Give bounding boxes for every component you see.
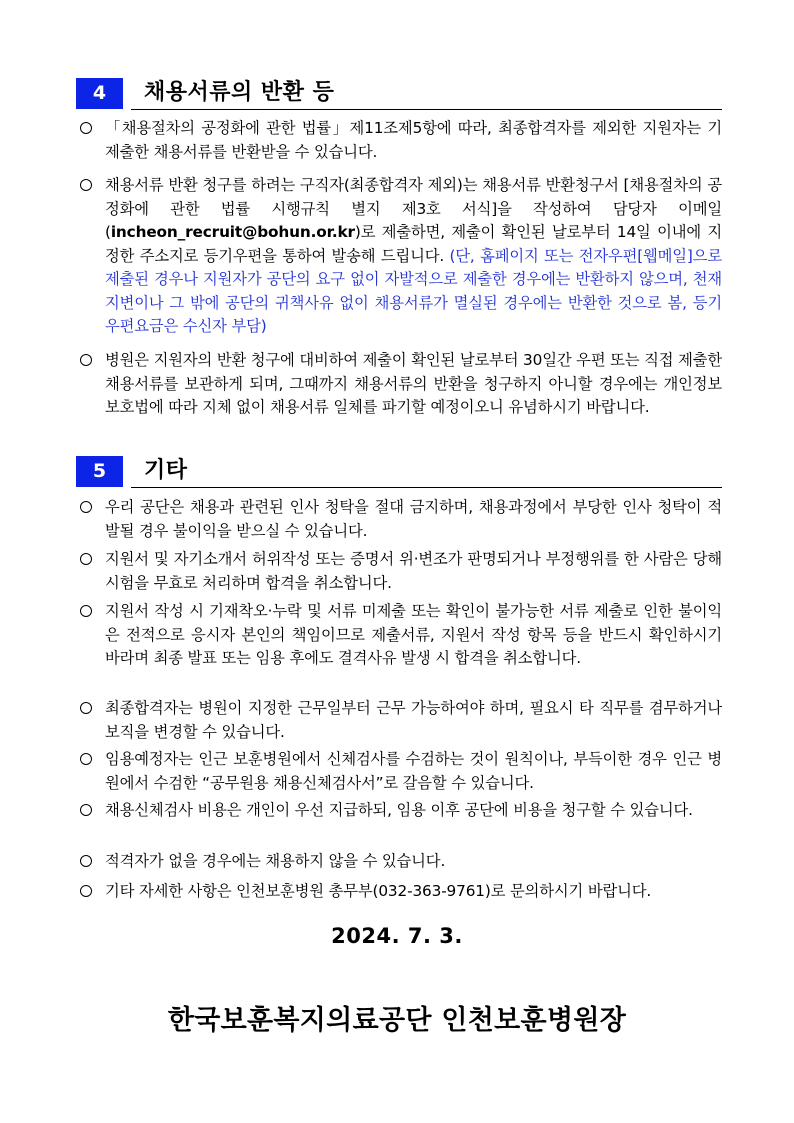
notice-date: 2024. 7. 3.: [331, 924, 463, 948]
circle-bullet-icon: [80, 122, 92, 134]
circle-bullet-icon: [80, 605, 92, 617]
item-text: 적격자가 없을 경우에는 채용하지 않을 수 있습니다.: [105, 852, 446, 870]
section-5-item: [80, 748, 722, 795]
section-5-item: [80, 548, 722, 595]
circle-bullet-icon: [80, 804, 92, 816]
section-4-header: [76, 78, 722, 112]
item-text: 임용예정자는 인근 보훈병원에서 신체검사를 수검하는 것이 원칙이나, 부득이한 경우 인근 병원에서 수검한 “공무원용 채용신체검사서”로 갈음할 수 있습니다.: [105, 750, 722, 792]
item-text: 병원은 지원자의 반환 청구에 대비하여 제출이 확인된 날로부터 30일간 우편 또는 직접 제출한 채용서류를 보관하게 되며, 그때까지 채용서류의 반환을 청구하지 아니할 경우에는 개인정보 보호법에 따라 지체 없이 채용서류 일체를 파기할 예정이오니 유념하시기 바랍니다.: [105, 351, 722, 416]
circle-bullet-icon: [80, 702, 92, 714]
section-5-item: [80, 697, 722, 744]
return-exception-note: (단, 홈페이지 또는 전자우편[웹메일]으로 제출된 경우나 지원자가 공단의 요구 없이 자발적으로 제출한 경우에는 반환하지 않으며, 천재지변이나 그 밖에 공단의 귀책사유 없이 채용서류가 멸실된 경우에는 반환한 것으로 봄, 등기우편요금은 수신자 부담): [105, 246, 722, 335]
circle-bullet-icon: [80, 179, 92, 191]
item-text: )로 제출하면, 제출이 확인된 날로부터 14일 이내에 지정한 주소지로 등기우편을 통하여 발송해 드립니다.: [105, 223, 722, 265]
item-text: 우리 공단은 채용과 관련된 인사 청탁을 절대 금지하며, 채용과정에서 부당한 인사 청탁이 적발될 경우 불이익을 받으실 수 있습니다.: [105, 498, 722, 540]
section-5-item: [80, 799, 722, 823]
section-4-number: 4: [76, 78, 123, 109]
item-text: 채용신체검사 비용은 개인이 우선 지급하되, 임용 이후 공단에 비용을 청구할 수 있습니다.: [105, 801, 693, 819]
circle-bullet-icon: [80, 501, 92, 513]
item-text: 최종합격자는 병원이 지정한 근무일부터 근무 가능하여야 하며, 필요시 타 직무를 겸무하거나 보직을 변경할 수 있습니다.: [105, 699, 722, 741]
circle-bullet-icon: [80, 553, 92, 565]
circle-bullet-icon: [80, 753, 92, 765]
section-4-item-1: [80, 117, 722, 164]
item-text: 「채용절차의 공정화에 관한 법률」제11조제5항에 따라, 최종합격자를 제외한 지원자는 기 제출한 채용서류를 반환받을 수 있습니다.: [105, 119, 722, 161]
item-text: 지원서 및 자기소개서 허위작성 또는 증명서 위·변조가 판명되거나 부정행위를 한 사람은 당해 시험을 무효로 처리하며 합격을 취소합니다.: [105, 550, 722, 592]
section-5-item: [80, 880, 722, 904]
section-4-divider: [131, 109, 722, 110]
section-5-item: [80, 600, 722, 671]
circle-bullet-icon: [80, 354, 92, 366]
recruit-email: incheon_recruit@bohun.or.kr: [110, 223, 355, 241]
item-text: 기타 자세한 사항은 인천보훈병원 총무부(032-363-9761)로 문의하시기 바랍니다.: [105, 882, 652, 900]
circle-bullet-icon: [80, 855, 92, 867]
section-5-item: [80, 496, 722, 543]
item-text: 지원서 작성 시 기재착오·누락 및 서류 미제출 또는 확인이 불가능한 서류 제출로 인한 불이익은 전적으로 응시자 본인의 책임이므로 제출서류, 지원서 작성 항목 등을 반드시 확인하시기 바라며 최종 발표 또는 임용 후에도 결격사유 발생 시 합격을 취소합니다.: [105, 602, 722, 667]
section-5-number: 5: [76, 456, 123, 487]
section-5-header: [76, 456, 722, 490]
section-4-title: 채용서류의 반환 등: [144, 80, 335, 105]
section-4-item-2: [80, 174, 722, 339]
section-5-title: 기타: [144, 458, 188, 483]
circle-bullet-icon: [80, 885, 92, 897]
section-5-divider: [131, 487, 722, 488]
item-text: 채용서류 반환 청구를 하려는 구직자(최종합격자 제외)는 채용서류 반환청구서 [채용절차의 공정화에 관한 법률 시행규칙 별지 제3호 서식]을 작성하여 담당자 이메일(: [105, 176, 722, 241]
section-4-item-3: [80, 349, 722, 420]
issuer-signature: 한국보훈복지의료공단 인천보훈병원장: [167, 1005, 627, 1036]
section-5-item: [80, 850, 722, 874]
